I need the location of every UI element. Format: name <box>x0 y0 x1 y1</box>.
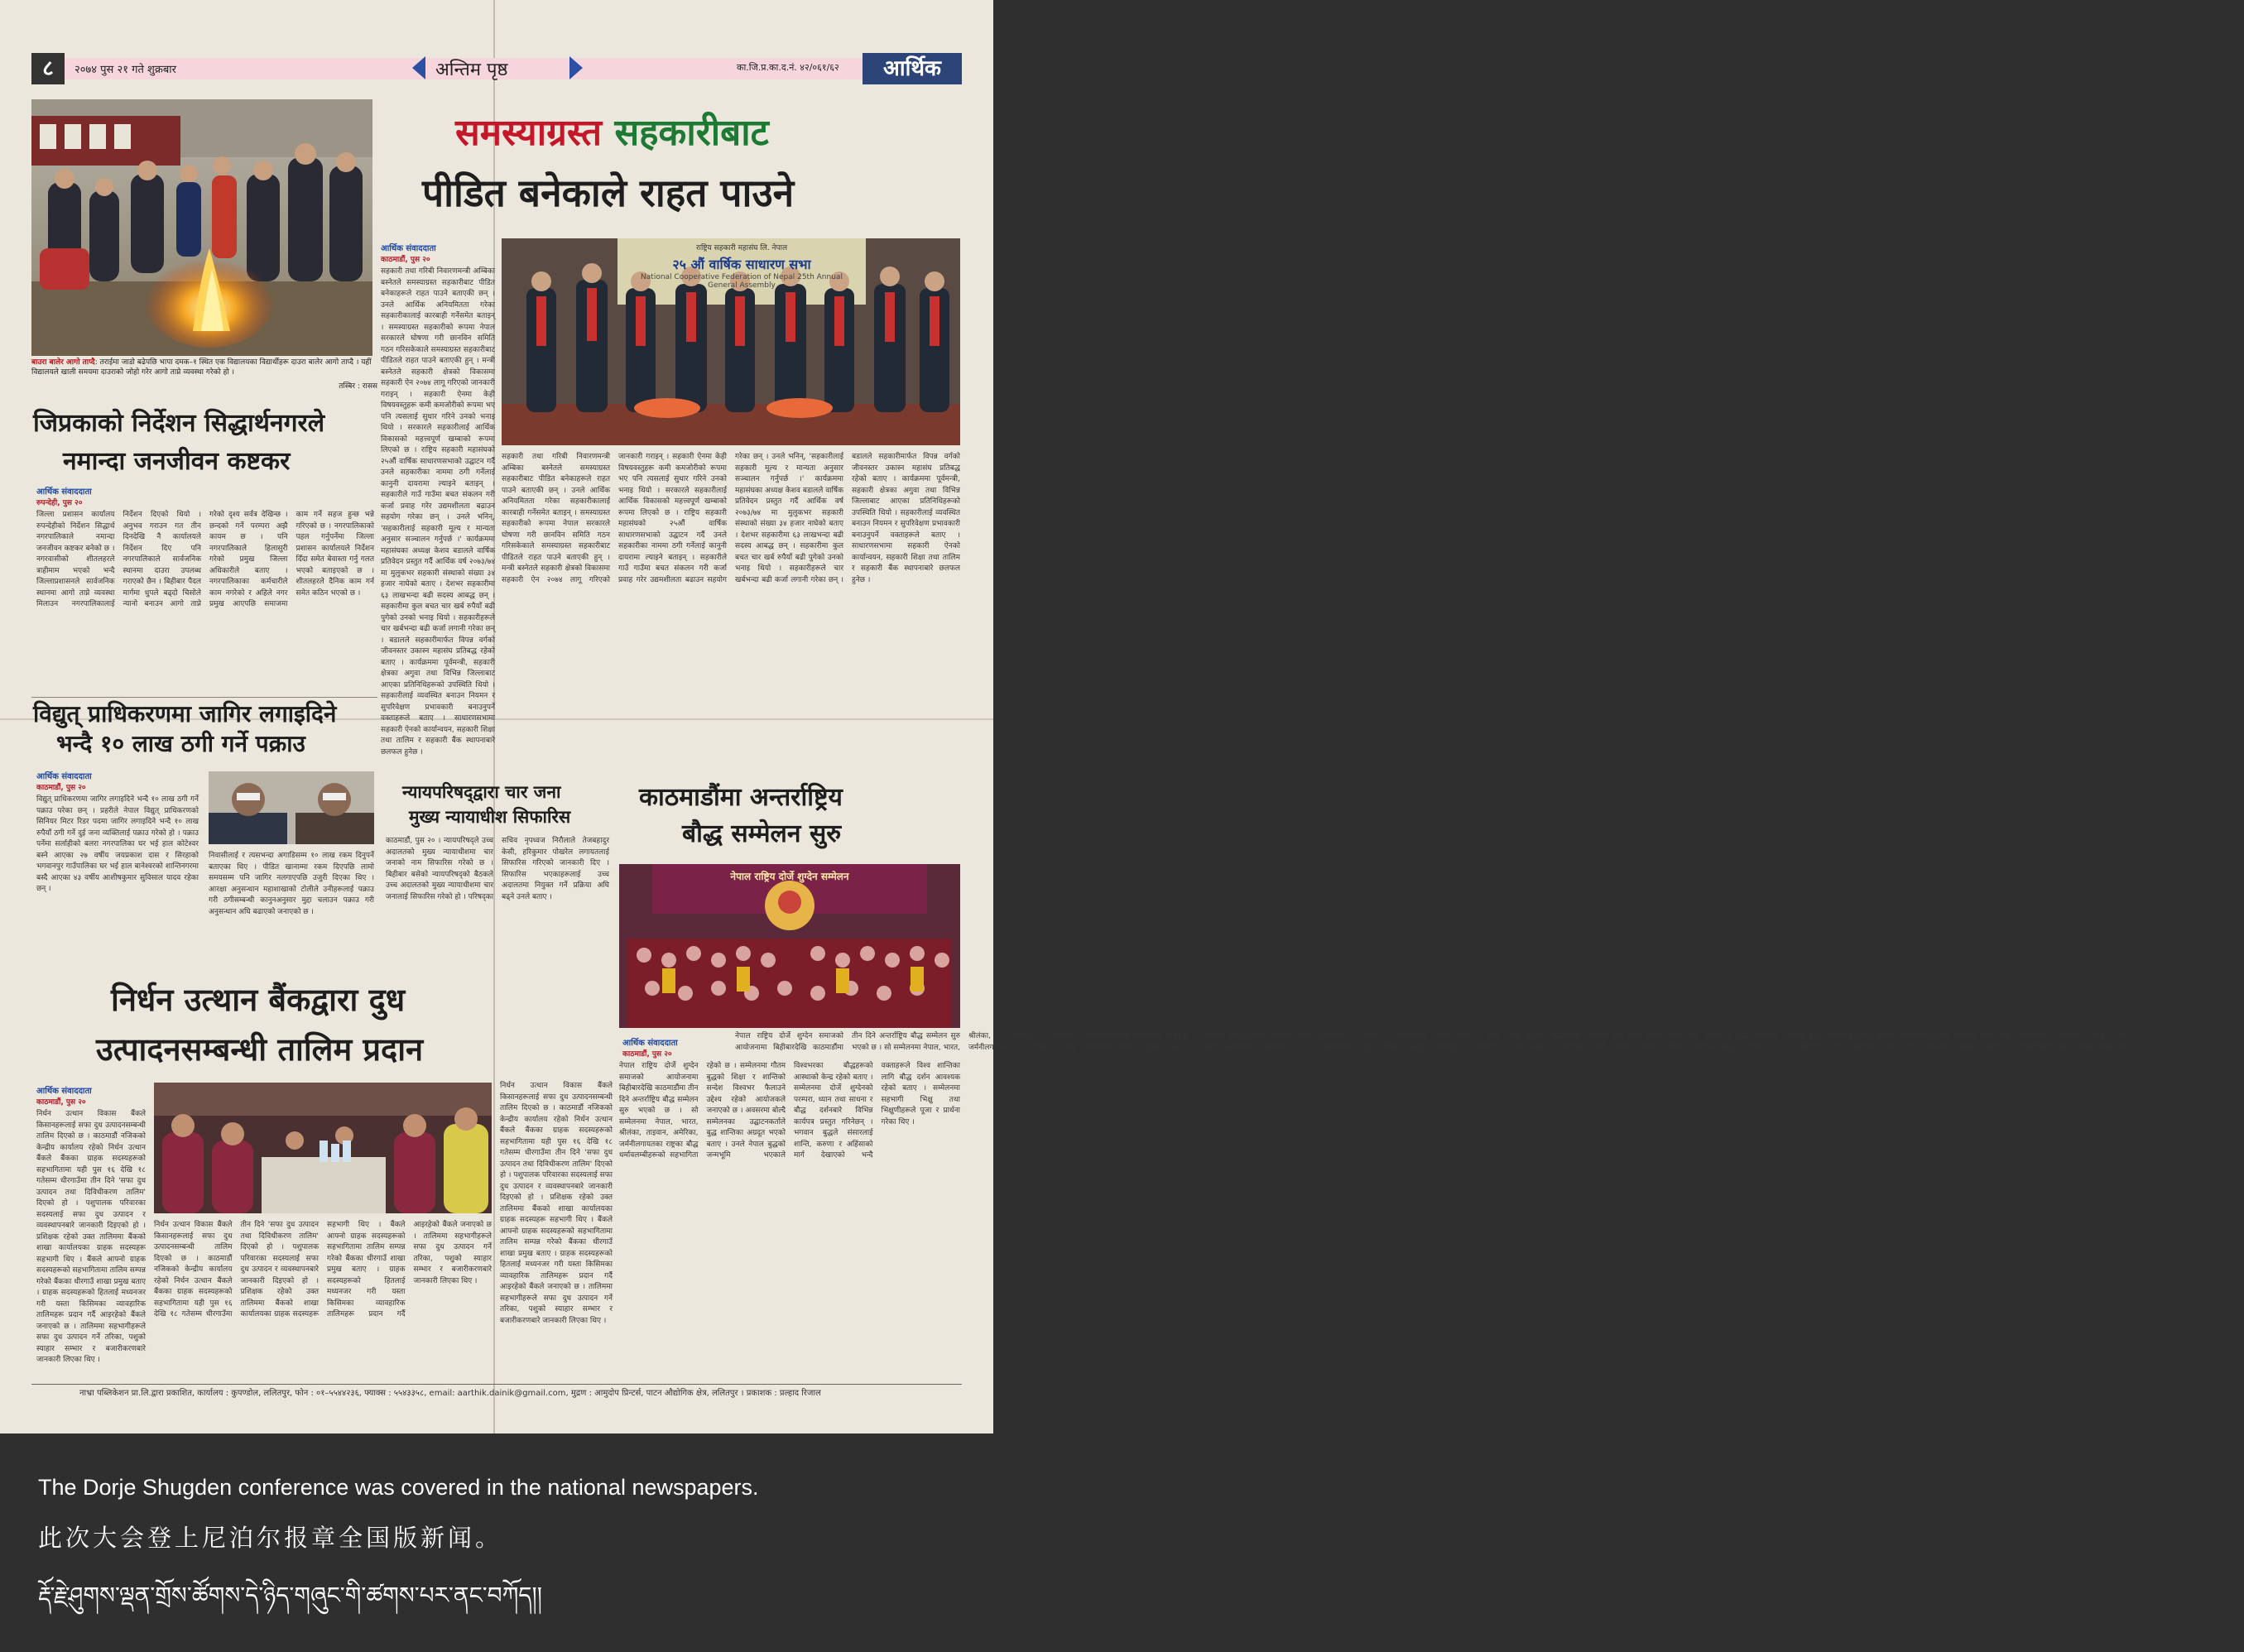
arrow-right-icon <box>569 56 583 79</box>
main-headline-line1 <box>455 113 769 154</box>
nirdhan-headline-line1: निर्धन उत्थान बैंकद्वारा दुध <box>111 982 406 1018</box>
main-story-columns: सहकारी तथा गरिबी निवारणमन्त्री अम्बिका बस्नेतले समस्याग्रस्त सहकारीबाट पीडित बनेकाहरूले राहत पाउने बताएकी छन् । उनले आर्थिक अनियमितता गरेका सहकारीकालाई कारबाही गर्नेसमेत बताइन् । समस्याग्रस्त सहकारीको रूपमा नेपाल सरकारले घोषणा गरी छानविन समिति गठन गरिसकेकाले समस्याग्रस्त सहकारीबाट पीडितले राहत पाउने बताएकी हुन् । मन्त्री बस्नेतले सहकारी क्षेत्रको विकासमा सहकारी ऐन २०७४ लागू गरिएको जानकारी गराइन् । सहकारी ऐनमा केही विषयवस्तुहरू कमी कमजोरीको रूपमा भए पनि त्यसलाई सुधार गरिने उनको भनाइ थियो । सरकारले सहकारीलाई आर्थिक विकासको महत्त्वपूर्ण खम्बाको रूपमा लिएको छ । राष्ट्रिय सहकारी महासंघको २५औं वार्षिक साधारणसभाको उद्घाटन गर्दै उनले सहकारीका नाममा ठगी गर्नेलाई कानुनी दायरामा ल्याइने बताइन् । सहकारीले गाउँ गाउँमा बचत संकलन गरी कर्जा प्रवाह गरेर उद्यमशीलता बढाउन सहयोग गरेका छन् । उनले भनिन्, 'सहकारीलाई सहकारी मूल्य र मान्यता अनुसार सञ्चालन गर्नुपर्छ ।' कार्यक्रममा महासंघका अध्यक्ष केशव बडालले वार्षिक प्रतिवेदन प्रस्तुत गर्दै आर्थिक वर्ष २०७३/७४ मा मुलुकभर सहकारी संस्थाको संख्या ३४ हजार नाघेको बताए । देशभर सहकारीमा ६३ लाखभन्दा बढी सदस्य आबद्ध छन् । सहकारीमा कुल बचत चार खर्ब रुपैयाँ बढी पुगेको उनको भनाइ थियो । सहकारीहरूले चार खर्बभन्दा बढी कर्जा लगानी गरेका छन् । बडालले सहकारीमार्फत विपन्न वर्गको जीवनस्तर उकास्न महासंघ प्रतिबद्ध रहेको बताए । कार्यक्रममा पूर्वमन्त्री, सहकारी क्षेत्रका अगुवा तथा विभिन्न जिल्लाबाट आएका प्रतिनिधिहरूको उपस्थिति थियो । सहकारीलाई व्यवस्थित बनाउन नियमन र सुपरिवेक्षण प्रभावकारी बनाउनुपर्ने वक्ताहरूले बताए । साधारणसभामा सहकारी ऐनको कार्यान्वयन, सहकारी शिक्षा तथा तालिम र सहकारी बैंक स्थापनाबारे छलफल हुनेछ । <box>502 453 960 584</box>
main-headline-line2: पीडित बनेकाले राहत पाउने <box>422 170 795 215</box>
footer-rule <box>31 1384 962 1385</box>
caption-text: : तराईमा जाडो बढेपछि भापा दमक–१ स्थित एक विद्यालयका विद्यार्थीहरू दाउरा बालेर आगो ताप्दै । यहीं विद्यालयले खाली समयमा दाउराको जोहो गरेर आगो ताप्ने व्यवस्था गरेको हो । <box>31 358 372 377</box>
jipraka-body: जिल्ला प्रशासन कार्यालय रुपन्देहीको निर्देशन सिद्धार्थ नगरपालिकाले नमान्दा जनजीवन कष्टकर बनेको छ । नगरवासीको शीतलहरले त्राहीमाम भएको भन्दै जिल्लाप्रशासनले सार्वजनिक स्थानमा आगो ताप्ने व्यवस्था मिलाउन नगरपालिकालाई निर्देशन दिएको थियो । अनुभव गराउन गत तीन दिनदेखि नै कार्यालयले निर्देशन दिए पनि नगरपालिकाले सार्वजनिक स्थानमा दाउरा उपलब्ध गराएको छैन । बिहीबार पैदल मार्गमा धुपले बढ्दो चिसोले न्यानो बनाउन आगो ताप्ने गरेको दृश्य सर्वत्र देखिन्छ । छन्दको गर्ने परम्परा अझै कायम छ । पनि नगरपालिकाले हिलासुरी गरेको प्रमुख जिल्ला अधिकारीले बताए । नगरपालिकाका कर्मचारीले काम नगरेको र अहिले नगर प्रमुख आएपछि समाजमा काम गर्ने सहज हुन्छ भन्ने गरिएको छ । नगरपालिकाको पहल गर्नुपर्नेमा जिल्ला प्रशासन कार्यालयले निर्देशन दिँदा समेत बेवास्ता गर्नु गलत भएको बताइएको छ । शीतलहरले दैनिक काम गर्न समेत कठिन भएको छ । <box>36 511 374 608</box>
bauddha-headline-line1: काठमाडौंमा अन्तर्राष्ट्रिय <box>639 783 843 812</box>
bonfire-photo <box>31 99 372 356</box>
training-photo-image <box>154 1083 492 1213</box>
conference-banner-text: नेपाल राष्ट्रिय दोर्जे शुग्देन सम्मेलन <box>730 871 849 882</box>
banner-english: National Cooperative Federation of Nepal 25th Annual General Assembly <box>641 273 843 290</box>
main-story-column1: सहकारी तथा गरिबी निवारणमन्त्री अम्बिका बस्नेतले समस्याग्रस्त सहकारीबाट पीडित बनेकाहरूले राहत पाउने बताएकी छन् । उनले आर्थिक अनियमितता गरेका सहकारीकालाई कारबाही गर्नेसमेत बताइन् । समस्याग्रस्त सहकारीको रूपमा नेपाल सरकारले घोषणा गरी छानविन समिति गठन गरिसकेकाले समस्याग्रस्त सहकारीबाट पीडितले राहत पाउने बताएकी हुन् । मन्त्री बस्नेतले सहकारी क्षेत्रको विकासमा सहकारी ऐन २०७४ लागू गरिएको जानकारी गराइन् । सहकारी ऐनमा केही विषयवस्तुहरू कमी कमजोरीको रूपमा भए पनि त्यसलाई सुधार गरिने उनको भनाइ थियो । सरकारले सहकारीलाई आर्थिक विकासको महत्त्वपूर्ण खम्बाको रूपमा लिएको छ । राष्ट्रिय सहकारी महासंघको २५औं वार्षिक साधारणसभाको उद्घाटन गर्दै उनले सहकारीका नाममा ठगी गर्नेलाई कानुनी दायरामा ल्याइने बताइन् । सहकारीले गाउँ गाउँमा बचत संकलन गरी कर्जा प्रवाह गरेर उद्यमशीलता बढाउन सहयोग गरेका छन् । उनले भनिन्, 'सहकारीलाई सहकारी मूल्य र मान्यता अनुसार सञ्चालन गर्नुपर्छ ।' कार्यक्रममा महासंघका अध्यक्ष केशव बडालले वार्षिक प्रतिवेदन प्रस्तुत गर्दै आर्थिक वर्ष २०७३/७४ मा मुलुकभर सहकारी संस्थाको संख्या ३४ हजार नाघेको बताए । देशभर सहकारीमा ६३ लाखभन्दा बढी सदस्य आबद्ध छन् । सहकारीमा कुल बचत चार खर्ब रुपैयाँ बढी पुगेको उनको भनाइ थियो । सहकारीहरूले चार खर्बभन्दा बढी कर्जा लगानी गरेका छन् । बडालले सहकारीमार्फत विपन्न वर्गको जीवनस्तर उकास्न महासंघ प्रतिबद्ध रहेको बताए । कार्यक्रममा पूर्वमन्त्री, सहकारी क्षेत्रका अगुवा तथा विभिन्न जिल्लाबाट आएका प्रतिनिधिहरूको उपस्थिति थियो । सहकारीलाई व्यवस्थित बनाउन नियमन र सुपरिवेक्षण प्रभावकारी बनाउनुपर्ने वक्ताहरूले बताए । साधारणसभामा सहकारी ऐनको कार्यान्वयन, सहकारी शिक्षा तथा तालिम र सहकारी बैंक स्थापनाबारे छलफल हुनेछ । <box>381 267 495 756</box>
bauddha-byline <box>622 1036 678 1059</box>
arrested-persons-photo <box>209 771 374 844</box>
main-byline-name: आर्थिक संवाददाता <box>381 244 436 253</box>
nirdhan-body-column1: निर्धन उत्थान विकास बैंकले किसानहरूलाई सफा दुध उत्पादनसम्बन्धी तालिम दिएको छ । काठमाडौं नजिकको केन्द्रीय कार्यालय रहेको निर्धन उत्थान बैंकले बैंकका ग्राहक सदस्यहरूको सहभागितामा यही पुस १६ देखि १८ गतेसम्म धीरगाउँमा तीन दिने 'सफा दुध उत्पादन तथा दिविधीकरण तालिम' दिएको हो । पशुपालक परिवारका सदस्यलाई सफा दुध उत्पादन र व्यवस्थापनबारे जानकारी दिइएको हो । प्रशिक्षक रहेको उक्त तालिममा बैंकको शाखा कार्यालयका ग्राहक सदस्यहरू सहभागी थिए । बैंकले आफ्नो ग्राहक सदस्यहरूको सहभागितामा तालिम सम्पन्न गरेको बैंकका धीरगाउँ शाखा प्रमुख बताए । ग्राहक सदस्यहरूको हितलाई मध्यनजर गरी यस्ता किसिमका व्यावहारिक तालिमहरू प्रदान गर्दै आइरहेको बैंकले जनाएको छ । तालिममा सहभागीहरूले सफा दुध उत्पादन गर्ने तरिका, पशुको स्याहार सम्भार र बजारीकरणबारे जानकारी लिएका थिए । <box>36 1110 146 1364</box>
conference-photo <box>619 864 960 1028</box>
caption-heading: बाउरा बालेर आगो ताप्दै <box>31 358 95 367</box>
main-headline-part2: सहकारीबाट <box>614 112 769 154</box>
nirdhan-byline-dateline: काठमाडौं, पुस २० <box>36 1098 86 1107</box>
photo-caption <box>31 358 372 381</box>
nyaya-headline-line2: मुख्य न्यायाधीश सिफारिस <box>409 807 571 827</box>
masthead <box>31 53 962 84</box>
vidyut-byline <box>36 770 92 792</box>
bauddha-headline-line2: बौद्ध सम्मेलन सुरु <box>682 819 842 848</box>
photo-credit: तस्बिर : रासस <box>339 382 377 391</box>
jipraka-headline-line2: नमान्दा जनजीवन कष्टकर <box>63 447 291 476</box>
bauddha-body-top: नेपाल राष्ट्रिय दोर्जे शुग्देन समाजको आयोजनामा बिहीबारदेखि काठमाडौंमा तीन दिने अन्तर्राष्ट्रिय बौद्ध सम्मेलन सुरु भएको छ । सो सम्मेलनमा नेपाल, भारत, श्रीलंका, ताइवान, अमेरिका, जर्मनीलगायतका राष्ट्रका बौद्ध धर्मावलम्बीहरूको सहभागिता रहेको छ । सम्मेलनमा गौतम बुद्धको शिक्षा र शान्तिको सन्देश विश्वभर फैलाउने उद्देश्य रहेको आयोजकले जनाएको छ । अवसरमा बोल्दै सम्मेलनका उद्घाटनकर्ताले बुद्ध शान्तिका अग्रदूत भएको बताए । उनले नेपाल बुद्धको जन्मभूमि भएकाले विश्वभरका बौद्धहरूको आस्थाको केन्द्र रहेको बताए । सम्मेलनमा दोर्जे शुग्देनको परम्परा, ध्यान तथा साधना र बौद्ध दर्शनबारे विभिन्न कार्यपत्र प्रस्तुत गरिनेछन् । भगवान बुद्धले संसारलाई शान्ति, करुणा र अहिंसाको मार्ग देखाएको भन्दै वक्ताहरूले विश्व शान्तिका लागि बौद्ध दर्शन आवश्यक रहेको बताए । सम्मेलनमा सहभागी भिक्षु तथा भिक्षुणीहरूले पूजा र प्रार्थना गरेका थिए । <box>735 1032 2139 1052</box>
nyaya-headline-line1: न्यायपरिषद्‌द्वारा चार जना <box>402 782 561 802</box>
caption-english: The Dorje Shugden conference was covered in the national newspapers. <box>38 1475 759 1500</box>
vidyut-body: विद्युत् प्राधिकरणमा जागिर लगाइदिने भन्दै १० लाख ठगी गर्ने पक्राउ परेका छन् । प्रहरीले नेपाल विद्युत् प्राधिकरणको सिनियर मिटर रिडर पदमा जागिर लगाइदिने भन्दै १० लाख रुपैयाँ ठगी गर्ने दुई जना व्यक्तिलाई पक्राउ गरेको हो । पक्राउ पर्नेमा सर्लाहीको बलरा नगरपालिका घर भई हाल कोटेश्वर बस्ने आएका २७ वर्षीय जयप्रकाश दास र सिरहाको भगवानपुर गाउँपालिका घर भई हाल बानेश्वरको शान्तिनगरमा बस्दै आएका ४३ वर्षीय आशीषकुमार सुविसाल यादव रहेका छन् । <box>36 795 199 893</box>
bonfire-photo-image <box>31 99 372 356</box>
image-caption-panel <box>0 1433 993 1652</box>
assembly-photo <box>502 238 960 445</box>
nirdhan-byline <box>36 1084 92 1107</box>
arrow-left-icon <box>412 56 425 79</box>
banner-text-np: राष्ट्रिय सहकारी महासंघ लि. नेपाल <box>695 244 788 252</box>
vidyut-headline-line1: विद्युत् प्राधिकरणमा जागिर लगाइदिने <box>33 700 337 728</box>
nirdhan-body-columns: निर्धन उत्थान विकास बैंकले किसानहरूलाई सफा दुध उत्पादनसम्बन्धी तालिम दिएको छ । काठमाडौं नजिकको केन्द्रीय कार्यालय रहेको निर्धन उत्थान बैंकले बैंकका ग्राहक सदस्यहरूको सहभागितामा यही पुस १६ देखि १८ गतेसम्म धीरगाउँमा तीन दिने 'सफा दुध उत्पादन तथा दिविधीकरण तालिम' दिएको हो । पशुपालक परिवारका सदस्यलाई सफा दुध उत्पादन र व्यवस्थापनबारे जानकारी दिइएको हो । प्रशिक्षक रहेको उक्त तालिममा बैंकको शाखा कार्यालयका ग्राहक सदस्यहरू सहभागी थिए । बैंकले आफ्नो ग्राहक सदस्यहरूको सहभागितामा तालिम सम्पन्न गरेको बैंकका धीरगाउँ शाखा प्रमुख बताए । ग्राहक सदस्यहरूको हितलाई मध्यनजर गरी यस्ता किसिमका व्यावहारिक तालिमहरू प्रदान गर्दै आइरहेको बैंकले जनाएको छ । तालिममा सहभागीहरूले सफा दुध उत्पादन गर्ने तरिका, पशुको स्याहार सम्भार र बजारीकरणबारे जानकारी लिएका थिए । <box>154 1221 492 1318</box>
main-byline-dateline: काठमाडौं, पुस २० <box>381 256 430 264</box>
jipraka-byline <box>36 485 92 507</box>
banner-title: २५ औं वार्षिक साधारण सभा <box>672 257 811 272</box>
caption-chinese: 此次大会登上尼泊尔报章全国版新闻。 <box>38 1524 503 1552</box>
divider <box>31 697 377 698</box>
vidyut-byline-dateline: काठमाडौं, पुस २० <box>36 784 86 792</box>
main-story-byline <box>381 242 436 264</box>
nirdhan-body-right: निर्धन उत्थान विकास बैंकले किसानहरूलाई सफा दुध उत्पादनसम्बन्धी तालिम दिएको छ । काठमाडौं नजिकको केन्द्रीय कार्यालय रहेको निर्धन उत्थान बैंकले बैंकका ग्राहक सदस्यहरूको सहभागितामा यही पुस १६ देखि १८ गतेसम्म धीरगाउँमा तीन दिने 'सफा दुध उत्पादन तथा दिविधीकरण तालिम' दिएको हो । पशुपालक परिवारका सदस्यलाई सफा दुध उत्पादन र व्यवस्थापनबारे जानकारी दिइएको हो । प्रशिक्षक रहेको उक्त तालिममा बैंकको शाखा कार्यालयका ग्राहक सदस्यहरू सहभागी थिए । बैंकले आफ्नो ग्राहक सदस्यहरूको सहभागितामा तालिम सम्पन्न गरेको बैंकका धीरगाउँ शाखा प्रमुख बताए । ग्राहक सदस्यहरूको हितलाई मध्यनजर गरी यस्ता किसिमका व्यावहारिक तालिमहरू प्रदान गर्दै आइरहेको बैंकले जनाएको छ । तालिममा सहभागीहरूले सफा दुध उत्पादन गर्ने तरिका, पशुको स्याहार सम्भार र बजारीकरणबारे जानकारी लिएका थिए । <box>500 1082 613 1325</box>
bauddha-byline-name: आर्थिक संवाददाता <box>622 1039 678 1048</box>
training-photo <box>154 1083 492 1213</box>
newspaper-logo: आर्थिक <box>863 53 962 84</box>
issue-date: २०७४ पुस २१ गते शुक्रबार <box>74 64 176 76</box>
vidyut-body-continued: निवासीलाई र त्यसभन्दा अगाडिसम्म १० लाख रकम दिनुपर्ने बताएका थिए । पीडित खानाम्मा रकम दिएपछि लामो समयसम्म पनि जागिर नलगाएपछि उजुरी दिएका थिए । आरक्षा अनुसन्धान महाशाखाको टोलीले उनीहरूलाई पक्राउ गरी ठगीसम्बन्धी कानुनअनुसार मुद्दा चलाउन पक्राउ गरी अनुसन्धान अघि बढाएको जनाएको छ । <box>209 852 374 916</box>
page-number: ८ <box>31 53 65 84</box>
conference-photo-image <box>619 864 960 1028</box>
bauddha-byline-dateline: काठमाडौं, पुस २० <box>622 1050 672 1059</box>
bauddha-body: नेपाल राष्ट्रिय दोर्जे शुग्देन समाजको आयोजनामा बिहीबारदेखि काठमाडौंमा तीन दिने अन्तर्राष्ट्रिय बौद्ध सम्मेलन सुरु भएको छ । सो सम्मेलनमा नेपाल, भारत, श्रीलंका, ताइवान, अमेरिका, जर्मनीलगायतका राष्ट्रका बौद्ध धर्मावलम्बीहरूको सहभागिता रहेको छ । सम्मेलनमा गौतम बुद्धको शिक्षा र शान्तिको सन्देश विश्वभर फैलाउने उद्देश्य रहेको आयोजकले जनाएको छ । अवसरमा बोल्दै सम्मेलनका उद्घाटनकर्ताले बुद्ध शान्तिका अग्रदूत भएको बताए । उनले नेपाल बुद्धको जन्मभूमि भएकाले विश्वभरका बौद्धहरूको आस्थाको केन्द्र रहेको बताए । सम्मेलनमा दोर्जे शुग्देनको परम्परा, ध्यान तथा साधना र बौद्ध दर्शनबारे विभिन्न कार्यपत्र प्रस्तुत गरिनेछन् । भगवान बुद्धले संसारलाई शान्ति, करुणा र अहिंसाको मार्ग देखाएको भन्दै वक्ताहरूले विश्व शान्तिका लागि बौद्ध दर्शन आवश्यक रहेको बताए । सम्मेलनमा सहभागी भिक्षु तथा भिक्षुणीहरूले पूजा र प्रार्थना गरेका थिए । <box>619 1062 960 1160</box>
jipraka-byline-dateline: रुपन्देही, पुस २० <box>36 499 83 507</box>
arrested-persons-image <box>209 771 374 844</box>
main-headline-part1: समस्याग्रस्त <box>455 112 603 154</box>
vidyut-headline-line2: भन्दै १० लाख ठगी गर्ने पक्राउ <box>56 730 305 757</box>
registration-number: का.जि.प्र.का.द.नं. ४२/०६१/६२ <box>737 62 839 73</box>
nirdhan-headline-line2: उत्पादनसम्बन्धी तालिम प्रदान <box>96 1031 424 1068</box>
caption-tibetan: རྡོ་རྗེ་ཤུགས་ལྡན་གྲོས་ཚོགས་དེ་ཉིད་གཞུང་གི་ཚགས་པར་ནང་བཀོད།། <box>38 1582 542 1609</box>
jipraka-byline-name: आर्थिक संवाददाता <box>36 487 92 497</box>
vidyut-byline-name: आर्थिक संवाददाता <box>36 772 92 781</box>
jipraka-headline-line1: जिप्रकाको निर्देशन सिद्धार्थनगरले <box>33 409 325 438</box>
nyaya-body: काठमाडौं, पुस २० । न्यायपरिषद्‌ले उच्च अदालतको मुख्य न्यायाधीशमा चार जनाको नाम सिफारिस गरेको छ । बिहीबार बसेको न्यायपरिषद्‌को बैठकले उच्च अदालतको मुख्य न्यायाधीशमा चार जनालाई सिफारिस गरेको हो । परिषद्‌का सचिव नृपध्वज निरौलाले तेजबहादुर केसी, हरिकुमार पोखरेल लगायतलाई सिफारिस गरिएको जानकारी दिए । सिफारिस भएकाहरूलाई उच्च अदालतमा नियुक्त गर्ने प्रक्रिया अघि बढ्ने उनले बताए । <box>386 837 609 901</box>
section-title: अन्तिम पृष्ठ <box>435 60 508 80</box>
nirdhan-byline-name: आर्थिक संवाददाता <box>36 1087 92 1096</box>
footer-imprint: नाभ्रा पब्लिकेशन प्रा.लि.द्वारा प्रकाशित, कार्यालय : कुपण्डोल, ललितपुर, फोन : ०१–५५४४२३६, फ्याक्स : ५५४३३५८, email: aarthik.dainik@gmail.com, मुद्रण : आमुदोप प्रिन्टर्स, पाटन औद्योगिक क्षेत्र, ललितपुर । प्रकाशक : प्रल्हाद रिजाल <box>79 1389 821 1398</box>
